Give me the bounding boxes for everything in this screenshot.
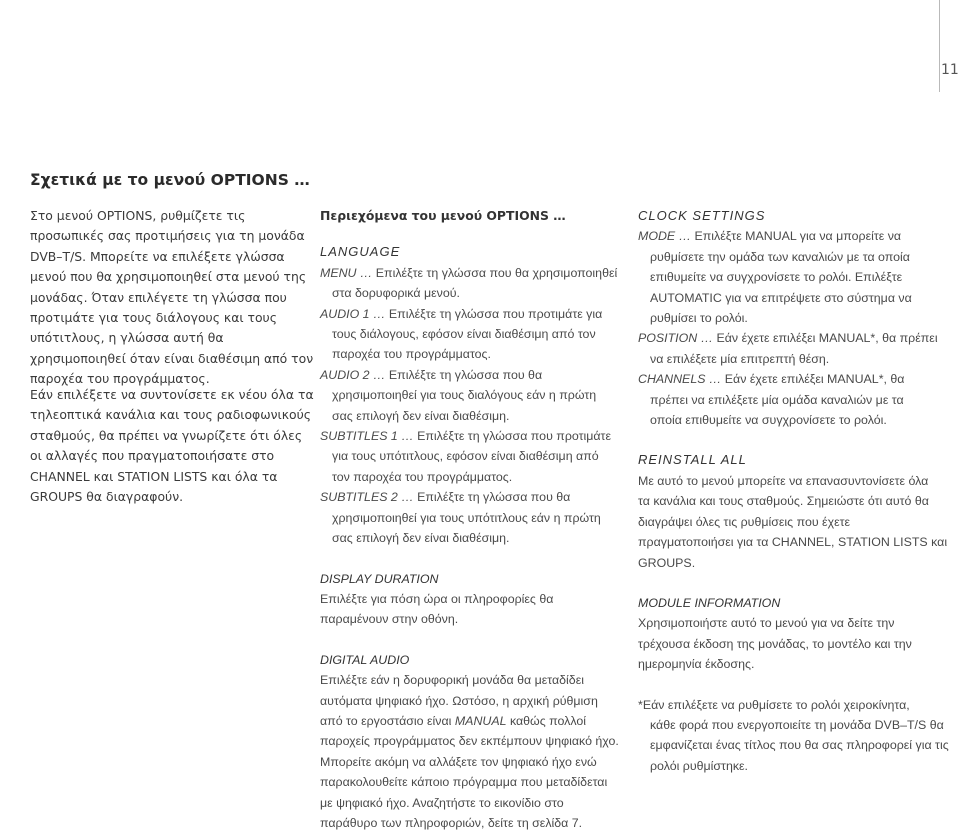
reinstall-line-3: διαγράψει όλες τις ρυθμίσεις που έχετε	[638, 514, 851, 529]
language-audio2-item	[320, 365, 635, 385]
page-edge-line	[939, 0, 940, 92]
module-info-line-1: Χρησιμοποιήστε αυτό το μενού για να δείτε την	[638, 616, 895, 631]
digital-audio-line-1: Επιλέξτε εάν η δορυφορική μονάδα θα μεταδίδει	[320, 673, 584, 688]
mode-text-4: AUTOMATIC για να επιτρέψετε στο σύστημα να	[650, 290, 912, 305]
subtitles2-text: Επιλέξτε τη γλώσσα που θα	[417, 490, 571, 505]
clock-settings-title: CLOCK SETTINGS	[638, 208, 766, 223]
mode-text-3: επιθυμείτε να συγχρονίσετε το ρολόι. Επιλέξτε	[650, 270, 903, 285]
channels-text-3: οποία επιθυμείτε να συγχρονίσετε το ρολόι.	[650, 413, 887, 428]
mode-label: MODE …	[638, 229, 692, 244]
module-info-line-2: τρέχουσα έκδοση της μονάδας, το μοντέλο και την	[638, 636, 912, 651]
menu-text-cont: στα δορυφορικά μενού.	[332, 286, 460, 301]
subtitles2-text-cont2: σας επιλογή δεν είναι διαθέσιμη.	[332, 531, 510, 546]
intro-paragraph-2: Εάν επιλέξετε να συντονίσετε εκ νέου όλα τα τηλεοπτικά κανάλια και τους ραδιοφωνικούς σταθμούς, θα πρέπει να γνωρίζετε ότι όλες οι αλλαγές που πραγματοποιήσατε στο CHANNEL και STATION LISTS και όλα τα GROUPS θα διαγραφούν.	[30, 387, 314, 505]
digital-audio-line-8: παράθυρο των πληροφοριών, δείτε τη σελίδα 7.	[320, 815, 583, 830]
display-duration-title: DISPLAY DURATION	[320, 571, 439, 586]
subtitles2-text-cont: χρησιμοποιηθεί για τους υπότιτλους εάν η πρώτη	[332, 510, 601, 525]
reinstall-line-4: πραγματοποιήσει για τα CHANNEL, STATION LISTS και	[638, 535, 948, 550]
digital-audio-line-3-a: από το εργοστάσιο είναι	[320, 713, 455, 728]
subtitles1-text: Επιλέξτε τη γλώσσα που προτιμάτε	[417, 429, 611, 444]
channels-label: CHANNELS …	[638, 372, 722, 387]
language-subtitles1-item	[320, 426, 635, 446]
footnote-line-1: *Εάν επιλέξετε να ρυθμίσετε το ρολόι χειροκίνητα,	[638, 697, 910, 712]
reinstall-all-title: REINSTALL ALL	[638, 452, 747, 468]
digital-audio-manual: MANUAL	[454, 713, 507, 728]
clock-channels-item	[638, 369, 953, 389]
footnote-line-4: ρολόι ρυθμίστηκε.	[650, 758, 748, 773]
audio1-text-cont2: παροχέα του προγράμματος.	[332, 347, 491, 362]
display-duration-line-2: παραμένουν στην οθόνη.	[320, 612, 459, 627]
position-text-2: να επιλέξετε μία επιτρεπτή θέση.	[650, 351, 830, 366]
subtitles1-text-cont2: τον παροχέα του προγράμματος.	[332, 469, 513, 484]
clock-and-more-column	[638, 206, 953, 776]
footnote-line-3: εμφανίζεται ένας τίτλος που θα σας πληροφορεί για τις	[650, 738, 949, 753]
subtitles1-text-cont: για τους υπότιτλους, εφόσον είναι διαθέσιμη από	[332, 449, 599, 464]
language-audio1-item	[320, 304, 635, 324]
module-information-title: MODULE INFORMATION	[638, 595, 781, 610]
menu-label: MENU …	[320, 265, 373, 280]
audio2-label: AUDIO 2 …	[320, 367, 386, 382]
digital-audio-line-7: με ψηφιακό ήχο. Αναζητήστε το εικονίδιο στο	[320, 795, 564, 810]
audio2-text-cont: χρησιμοποιηθεί για τους διαλόγους εάν η πρώτη	[332, 388, 597, 403]
menu-text: Επιλέξτε τη γλώσσα που θα χρησιμοποιηθεί	[375, 265, 618, 280]
footnote-line-2: κάθε φορά που ενεργοποιείτε τη μονάδα DVB–T/S θα	[650, 717, 944, 732]
mode-text-5: ρυθμίσει το ρολόι.	[650, 311, 748, 326]
mode-text-2: ρυθμίσετε την ομάδα των καναλιών με τα οποία	[650, 249, 910, 264]
language-section-title: LANGUAGE	[320, 244, 401, 260]
subtitles2-label: SUBTITLES 2 …	[320, 490, 414, 505]
reinstall-line-5: GROUPS.	[638, 555, 696, 570]
intro-paragraph-1: Στο μενού OPTIONS, ρυθμίζετε τις προσωπικές σας προτιμήσεις για τη μονάδα DVB–T/S. Μπορείτε να επιλέξετε γλώσσα μενού που θα χρησιμοποιηθεί στα μενού της μονάδας. Όταν επιλέγετε τη γλώσσα που προτιμάτε για τους διάλογους και τους υπότιτλους, η γλώσσα αυτή θα χρησιμοποιηθεί όταν είναι διαθέσιμη από τον παροχέα του προγράμματος.	[30, 208, 314, 387]
position-text: Εάν έχετε επιλέξει MANUAL*, θα πρέπει	[716, 331, 938, 346]
page-title: Σχετικά με το μενού OPTIONS …	[30, 171, 310, 189]
clock-mode-item	[638, 226, 953, 246]
digital-audio-line-3-b: καθώς πολλοί	[506, 713, 587, 728]
digital-audio-line-6: παρακολουθείτε κάποιο πρόγραμμα που μεταδίδεται	[320, 775, 608, 790]
contents-heading: Περιεχόμενα του μενού OPTIONS …	[320, 208, 566, 223]
clock-position-item	[638, 328, 953, 348]
reinstall-line-1: Με αυτό το μενού μπορείτε να επανασυντονίσετε όλα	[638, 473, 929, 488]
digital-audio-line-5: Μπορείτε ακόμη να αλλάξετε τον ψηφιακό ήχο ενώ	[320, 754, 597, 769]
digital-audio-line-4: παροχείς προγράμματος δεν εκπέμπουν ψηφιακό ήχο.	[320, 734, 619, 749]
mode-text: Επιλέξτε MANUAL για να μπορείτε να	[694, 229, 902, 244]
digital-audio-title: DIGITAL AUDIO	[320, 652, 410, 667]
reinstall-line-2: τα κανάλια και τους σταθμούς. Σημειώστε ότι αυτό θα	[638, 494, 929, 509]
channels-text-2: πρέπει να επιλέξετε μία ομάδα καναλιών με τα	[650, 392, 904, 407]
digital-audio-line-2: αυτόματα ψηφιακό ήχο. Ωστόσο, η αρχική ρύθμιση	[320, 693, 598, 708]
audio2-text-cont2: σας επιλογή δεν είναι διαθέσιμη.	[332, 408, 510, 423]
language-subtitles2-item	[320, 487, 635, 507]
audio1-label: AUDIO 1 …	[320, 306, 386, 321]
audio2-text: Επιλέξτε τη γλώσσα που θα	[388, 367, 543, 382]
page-number: 11	[941, 62, 959, 78]
options-contents-column	[320, 206, 635, 833]
audio1-text-cont: τους διάλογους, εφόσον είναι διαθέσιμη από τον	[332, 327, 596, 342]
language-menu-item	[320, 263, 635, 283]
subtitles1-label: SUBTITLES 1 …	[320, 429, 414, 444]
audio1-text: Επιλέξτε τη γλώσσα που προτιμάτε για	[388, 306, 603, 321]
digital-audio-line-3	[320, 711, 635, 731]
channels-text: Εάν έχετε επιλέξει MANUAL*, θα	[724, 372, 905, 387]
display-duration-line-1: Επιλέξτε για πόση ώρα οι πληροφορίες θα	[320, 591, 554, 606]
position-label: POSITION …	[638, 331, 714, 346]
module-info-line-3: ημερομηνία έκδοσης.	[638, 657, 755, 672]
